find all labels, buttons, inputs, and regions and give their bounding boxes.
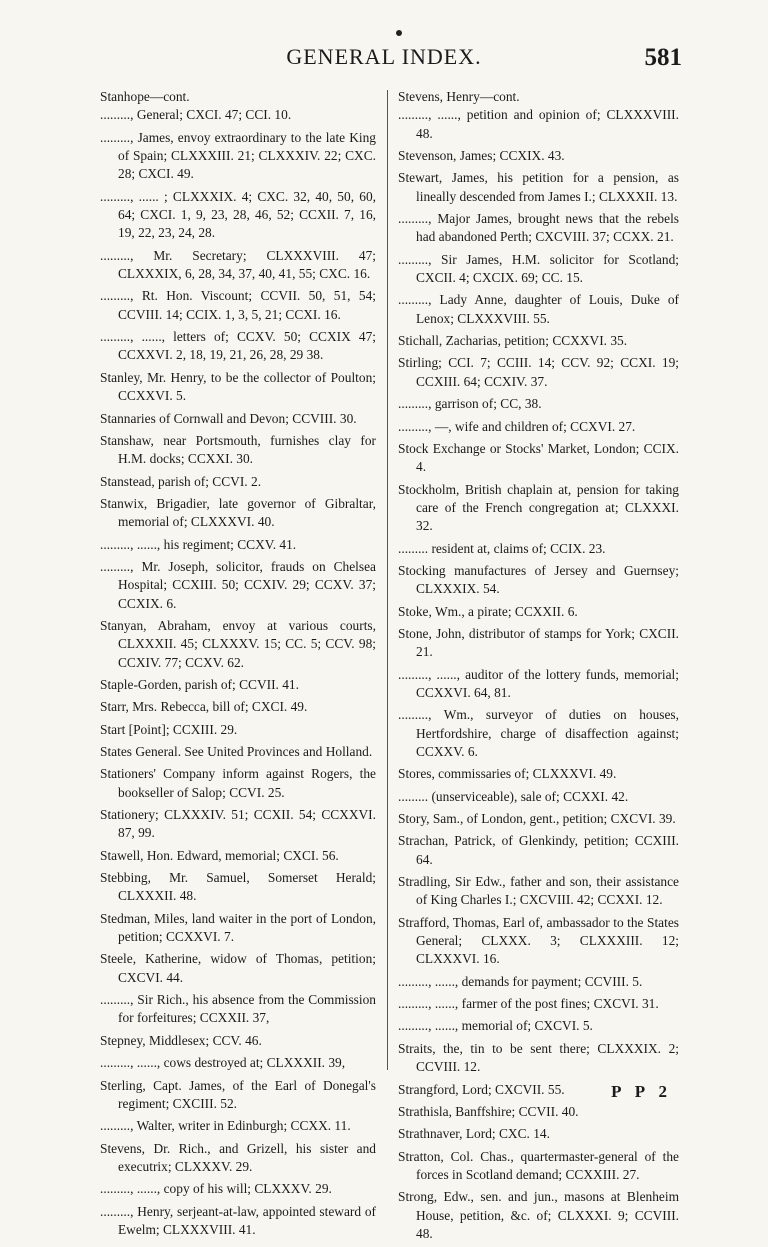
index-entry: ........., James, envoy extraordinary to the late King of Spain; CLXXXIII. 21; CLXXXIV. 22; CXC. 28; CXCI. 49. xyxy=(100,129,376,182)
index-entry: Strachan, Patrick, of Glenkindy, petition; CCXIII. 64. xyxy=(398,833,679,867)
index-entry: Stevens, Dr. Rich., and Grizell, his sister and executrix; CLXXXV. 29. xyxy=(100,1140,376,1174)
index-entry: ........., Mr. Joseph, solicitor, frauds on Chelsea Hospital; CCXIII. 50; CCXIV. 29; CCXV. 37; CCXIX. 6. xyxy=(100,558,376,611)
running-title: GENERAL INDEX. xyxy=(286,44,482,69)
index-entry: Strathnaver, Lord; CXC. 14. xyxy=(398,1126,550,1142)
index-entry: Start [Point]; CCXIII. 29. xyxy=(100,721,238,737)
index-entry: Stoke, Wm., a pirate; CCXXII. 6. xyxy=(398,603,578,619)
index-entry: Strathisla, Banffshire; CCVII. 40. xyxy=(398,1103,579,1119)
index-entry: ........., ...... ; CLXXXIX. 4; CXC. 32, 40, 50, 60, 64; CXCI. 1, 9, 23, 28, 46, 52; CCXII. 7, 16, 19, 22, 23, 24, 28. xyxy=(100,188,376,241)
index-entry: ........., ......, cows destroyed at; CLXXXII. 39, xyxy=(100,1055,346,1071)
index-entry: Stanhope—cont. xyxy=(100,89,190,104)
index-entry: ........., Mr. Secretary; CLXXXVIII. 47; CLXXXIX, 6, 28, 34, 37, 40, 41, 55; CXC. 16. xyxy=(100,247,376,282)
index-entry: ......... (unserviceable), sale of; CCXXI. 42. xyxy=(398,788,629,804)
left-column xyxy=(100,88,376,1243)
index-entry: ........., ......, his regiment; CCXV. 41. xyxy=(100,536,297,552)
index-entry: Stewart, James, his petition for a pension, as lineally descended from James I.; CLXXXII. 13. xyxy=(398,170,679,204)
index-entry: Stanwix, Brigadier, late governor of Gibraltar, memorial of; CLXXXVI. 40. xyxy=(100,495,376,530)
index-entry: Stanley, Mr. Henry, to be the collector of Poulton; CCXXVI. 5. xyxy=(100,369,376,404)
index-entry: Stannaries of Cornwall and Devon; CCVIII. 30. xyxy=(100,410,357,426)
index-entry: ........., ......, letters of; CCXV. 50; CCXIX 47; CCXXVI. 2, 18, 19, 21, 26, 28, 29 38. xyxy=(100,329,376,363)
index-entry: ........., ......, demands for payment; CCVIII. 5. xyxy=(398,973,643,989)
index-entry: ........., Sir James, H.M. solicitor for Scotland; CXCII. 4; CXCIX. 69; CC. 15. xyxy=(398,251,679,286)
index-entry: ........., —, wife and children of; CCXVI. 27. xyxy=(398,418,636,434)
index-entry: ........., ......, farmer of the post fines; CXCVI. 31. xyxy=(398,996,659,1012)
index-entry: Stationers' Company inform against Rogers, the bookseller of Salop; CCVI. 25. xyxy=(100,766,376,800)
index-entry: Steele, Katherine, widow of Thomas, petition; CXCVI. 44. xyxy=(100,951,376,985)
index-entry: Stevens, Henry—cont. xyxy=(398,89,520,104)
index-entry: ......... resident at, claims of; CCIX. 23. xyxy=(398,540,606,556)
right-column xyxy=(398,88,679,1247)
index-entry: Stationery; CLXXXIV. 51; CCXII. 54; CCXXVI. 87, 99. xyxy=(100,807,376,841)
index-entry: Stanshaw, near Portsmouth, furnishes clay for H.M. docks; CCXXI. 30. xyxy=(100,432,376,467)
index-entry: Stawell, Hon. Edward, memorial; CXCI. 56. xyxy=(100,847,339,863)
index-entry: ........., Henry, serjeant-at-law, appointed steward of Ewelm; CLXXXVIII. 41. xyxy=(100,1203,376,1237)
page-number: 581 xyxy=(644,44,682,71)
index-entry: ........., Lady Anne, daughter of Louis, Duke of Lenox; CLXXXVIII. 55. xyxy=(398,292,679,326)
index-entry: ........., ......, copy of his will; CLXXXV. 29. xyxy=(100,1181,332,1197)
index-entry: Strong, Edw., sen. and jun., masons at Blenheim House, petition, &c. of; CLXXXI. 9; CCVIII. 48. xyxy=(398,1189,679,1241)
index-entry: Stevenson, James; CCXIX. 43. xyxy=(398,148,565,164)
index-entry: Stanstead, parish of; CCVI. 2. xyxy=(100,473,262,489)
index-entry: ........., Sir Rich., his absence from the Commission for forfeitures; CCXXII. 37, xyxy=(100,992,376,1026)
index-entry: ........., Wm., surveyor of duties on houses, Hertfordshire, charge of disaffection against; CCXXV. 6. xyxy=(398,707,679,759)
index-entry: Stratton, Col. Chas., quartermaster-general of the forces in Scotland demand; CCXXIII. 27. xyxy=(398,1148,679,1182)
index-entry: Stedman, Miles, land waiter in the port of London, petition; CCXXVI. 7. xyxy=(100,910,376,945)
index-entry: ........., ......, petition and opinion of; CLXXXVIII. 48. xyxy=(398,107,679,141)
index-entry: ........., ......, memorial of; CXCVI. 5. xyxy=(398,1018,593,1034)
index-entry: Stone, John, distributor of stamps for York; CXCII. 21. xyxy=(398,625,679,660)
index-entry: Strangford, Lord; CXCVII. 55. xyxy=(398,1081,565,1097)
column-divider xyxy=(387,90,388,1070)
index-entry: States General. See United Provinces and Holland. xyxy=(100,744,373,759)
index-entry: ........., Rt. Hon. Viscount; CCVII. 50, 51, 54; CCVIII. 14; CCIX. 1, 3, 5, 21; CCXI. 16. xyxy=(100,288,376,322)
index-entry: Staple-Gorden, parish of; CCVII. 41. xyxy=(100,676,299,692)
index-entry: Stepney, Middlesex; CCV. 46. xyxy=(100,1032,262,1048)
index-entry: Stirling; CCI. 7; CCIII. 14; CCV. 92; CCXI. 19; CCXIII. 64; CCXIV. 37. xyxy=(398,355,679,389)
index-entry: ........., Walter, writer in Edinburgh; CCXX. 11. xyxy=(100,1118,351,1134)
index-entry: Stebbing, Mr. Samuel, Somerset Herald; CLXXXII. 48. xyxy=(100,870,376,904)
index-entry: Stockholm, British chaplain at, pension for taking care of the French congregation at; CLXXXI. 32. xyxy=(398,481,679,534)
index-entry: Starr, Mrs. Rebecca, bill of; CXCI. 49. xyxy=(100,699,308,715)
signature-mark: P P 2 xyxy=(611,1082,672,1101)
index-entry: ........., Major James, brought news that the rebels had abandoned Perth; CXCVIII. 37; CCXX. 21. xyxy=(398,211,679,245)
index-entry: Story, Sam., of London, gent., petition; CXCVI. 39. xyxy=(398,811,676,827)
index-entry: Stocking manufactures of Jersey and Guernsey; CLXXXIX. 54. xyxy=(398,562,679,597)
index-entry: Strafford, Thomas, Earl of, ambassador to the States General; CLXXX. 3; CLXXXIII. 12; CLXXXVI. 16. xyxy=(398,914,679,967)
index-entry: Stanyan, Abraham, envoy at various courts, CLXXXII. 45; CLXXXV. 15; CC. 5; CCV. 98; CCXIV. 77; CCXV. 62. xyxy=(100,617,376,670)
index-entry: Stock Exchange or Stocks' Market, London; CCIX. 4. xyxy=(398,440,679,475)
index-entry: ........., General; CXCI. 47; CCI. 10. xyxy=(100,107,292,123)
index-entry: Stichall, Zacharias, petition; CCXXVI. 35. xyxy=(398,333,628,349)
index-entry: ........., ......, auditor of the lottery funds, memorial; CCXXVI. 64, 81. xyxy=(398,666,679,700)
index-entry: Stradling, Sir Edw., father and son, their assistance of King Charles I.; CXCVIII. 42; CCXXI. 12. xyxy=(398,874,679,908)
index-entry: ........., garrison of; CC, 38. xyxy=(398,396,542,412)
ornament-dot xyxy=(396,30,402,36)
index-entry: Stores, commissaries of; CLXXXVI. 49. xyxy=(398,766,617,782)
index-entry: Sterling, Capt. James, of the Earl of Donegal's regiment; CXCIII. 52. xyxy=(100,1077,376,1111)
index-entry: Straits, the, tin to be sent there; CLXXXIX. 2; CCVIII. 12. xyxy=(398,1040,679,1075)
